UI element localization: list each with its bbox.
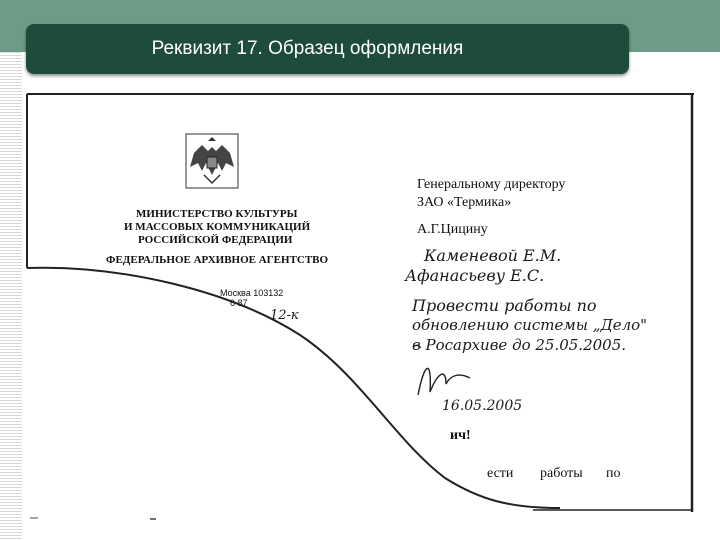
slide-title: Реквизит 17. Образец оформления (151, 38, 464, 59)
resolution-recipient-2: Афанасьеву Е.С. (405, 266, 545, 285)
addressee-company: ЗАО «Термика» (417, 195, 512, 210)
ministry-line-1: МИНИСТЕРСТВО КУЛЬТУРЫ (136, 208, 298, 220)
slide-title-bar (26, 24, 629, 74)
resolution-date: 16.05.2005 (442, 398, 523, 414)
signature-scribble (418, 368, 470, 395)
resolution-recipient-1: Каменевой Е.М. (424, 246, 562, 265)
body-fragment-2: работы (540, 466, 583, 481)
addressee-position: Генеральному директору (417, 177, 566, 192)
addressee-name: А.Г.Цицину (417, 222, 488, 237)
body-fragment-1: ести (487, 466, 514, 481)
phone-fragment: 6 87 (230, 298, 248, 308)
resolution-line-2: обновлению системы „Дело" (412, 316, 648, 334)
resolution-line-3: в Росархиве до 25.05.2005. (412, 336, 627, 354)
ministry-line-3: РОССИЙСКОЙ ФЕДЕРАЦИИ (138, 234, 293, 246)
address-fragment: Москва 103132 (220, 288, 284, 298)
reg-number-fragment: 12-к (270, 308, 299, 323)
agency-name: ФЕДЕРАЛЬНОЕ АРХИВНОЕ АГЕНТСТВО (106, 254, 329, 266)
coat-of-arms-icon (186, 134, 238, 188)
body-fragment-3: по (606, 466, 621, 481)
ministry-line-2: И МАССОВЫХ КОММУНИКАЦИЙ (124, 221, 311, 233)
resolution-line-1: Провести работы по (412, 296, 597, 315)
greeting-fragment: ич! (450, 428, 471, 443)
